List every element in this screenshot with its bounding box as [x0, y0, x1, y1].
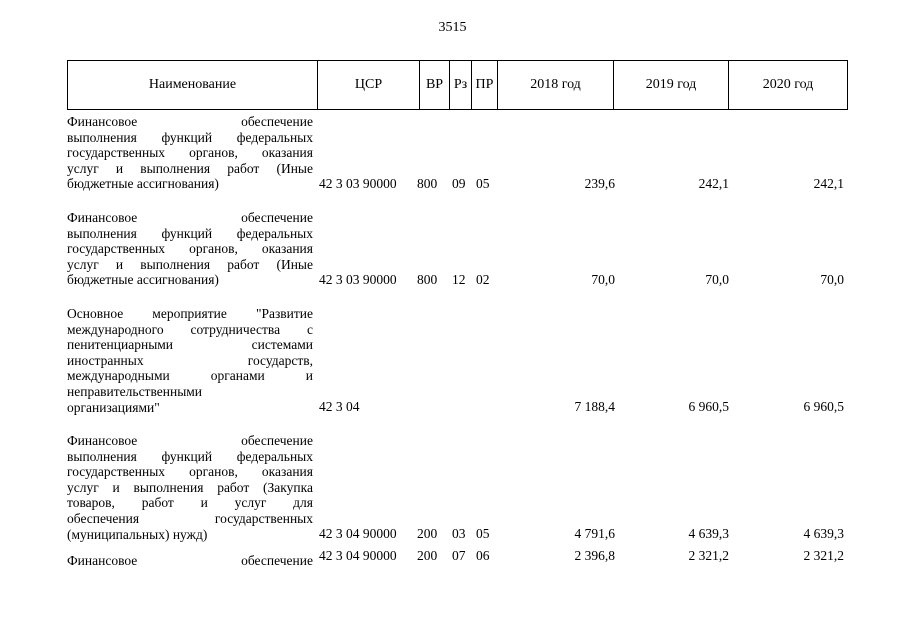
- row-name: [67, 428, 313, 542]
- row-name-line: государственных органов, оказания: [67, 241, 313, 257]
- row-csr: 42 3 03 90000: [319, 272, 397, 288]
- table-row: [67, 428, 847, 542]
- row-csr: 42 3 04: [319, 399, 360, 415]
- row-name-line: организациями": [67, 399, 160, 415]
- row-name-line: иностранных государств,: [67, 352, 313, 368]
- row-name-line: Финансовое обеспечение: [67, 114, 313, 129]
- row-value-2019: 242,1: [698, 176, 729, 192]
- row-vr: 800: [417, 176, 438, 192]
- row-value-2018: 239,6: [584, 176, 615, 192]
- column-header-2018: 2018 год: [498, 61, 614, 110]
- row-pr: 06: [476, 548, 490, 564]
- row-rz: 12: [452, 272, 466, 288]
- row-name-line: международного сотрудничества с: [67, 321, 313, 337]
- row-value-2018: 70,0: [591, 272, 615, 288]
- column-header-2019: 2019 год: [614, 61, 729, 110]
- row-name-line: услуг и выполнения работ (Иные: [67, 160, 313, 176]
- row-name-line: обеспечения государственных: [67, 511, 313, 527]
- row-name-line: бюджетные ассигнования): [67, 176, 219, 192]
- row-csr: 42 3 04 90000: [319, 526, 397, 542]
- table-row: [67, 205, 847, 288]
- row-name-line: неправительственными: [67, 383, 203, 399]
- row-name: [67, 301, 313, 415]
- row-value-2019: 4 639,3: [688, 526, 729, 542]
- row-value-2020: 4 639,3: [803, 526, 844, 542]
- table-row: [67, 109, 847, 192]
- row-name-line: (муниципальных) нужд): [67, 526, 208, 542]
- row-name-line: Финансовое обеспечение: [67, 433, 313, 449]
- page-number: 3515: [438, 20, 467, 35]
- row-value-2018: 2 396,8: [574, 548, 615, 564]
- table-row: [67, 301, 847, 415]
- row-name-line: международными органами и: [67, 368, 313, 384]
- row-name-line: Финансовое обеспечение: [67, 553, 313, 569]
- row-rz: 09: [452, 176, 466, 192]
- row-value-2020: 2 321,2: [803, 548, 844, 564]
- row-name-line: товаров, работ и услуг для: [67, 495, 313, 511]
- column-header-pr: ПР: [472, 61, 498, 110]
- column-header-csr: ЦСР: [318, 61, 420, 110]
- row-value-2020: 70,0: [820, 272, 844, 288]
- row-name-line: услуг и выполнения работ (Закупка: [67, 479, 313, 495]
- table-header: [67, 60, 848, 110]
- row-pr: 05: [476, 176, 490, 192]
- row-vr: 200: [417, 526, 438, 542]
- row-value-2019: 6 960,5: [688, 399, 729, 415]
- row-vr: 200: [417, 548, 438, 564]
- row-name-line: пенитенциарными системами: [67, 337, 313, 353]
- row-name-line: выполнения функций федеральных: [67, 225, 313, 241]
- row-value-2020: 6 960,5: [803, 399, 844, 415]
- row-name-line: Основное мероприятие "Развитие: [67, 305, 313, 321]
- row-name-line: государственных органов, оказания: [67, 145, 313, 161]
- row-name-line: услуг и выполнения работ (Иные: [67, 256, 313, 272]
- row-value-2019: 2 321,2: [688, 548, 729, 564]
- row-rz: 03: [452, 526, 466, 542]
- row-pr: 05: [476, 526, 490, 542]
- row-csr: 42 3 03 90000: [319, 176, 397, 192]
- row-name-line: выполнения функций федеральных: [67, 448, 313, 464]
- row-name-line: бюджетные ассигнования): [67, 272, 219, 288]
- column-header-rz: Рз: [450, 61, 472, 110]
- row-name: [67, 109, 313, 192]
- table-body: [67, 109, 847, 569]
- row-rz: 07: [452, 548, 466, 564]
- row-name-line: Финансовое обеспечение: [67, 209, 313, 225]
- row-value-2019: 70,0: [705, 272, 729, 288]
- row-name-line: государственных органов, оказания: [67, 464, 313, 480]
- column-header-2020: 2020 год: [729, 61, 848, 110]
- row-value-2018: 7 188,4: [574, 399, 615, 415]
- row-csr: 42 3 04 90000: [319, 548, 397, 564]
- row-name: [67, 205, 313, 288]
- row-vr: 800: [417, 272, 438, 288]
- column-header-vr: ВР: [420, 61, 450, 110]
- row-value-2018: 4 791,6: [574, 526, 615, 542]
- table-row: [67, 548, 847, 569]
- row-pr: 02: [476, 272, 490, 288]
- row-name: [67, 548, 313, 569]
- column-header-name: Наименование: [68, 61, 318, 110]
- row-value-2020: 242,1: [813, 176, 844, 192]
- row-name-line: выполнения функций федеральных: [67, 129, 313, 145]
